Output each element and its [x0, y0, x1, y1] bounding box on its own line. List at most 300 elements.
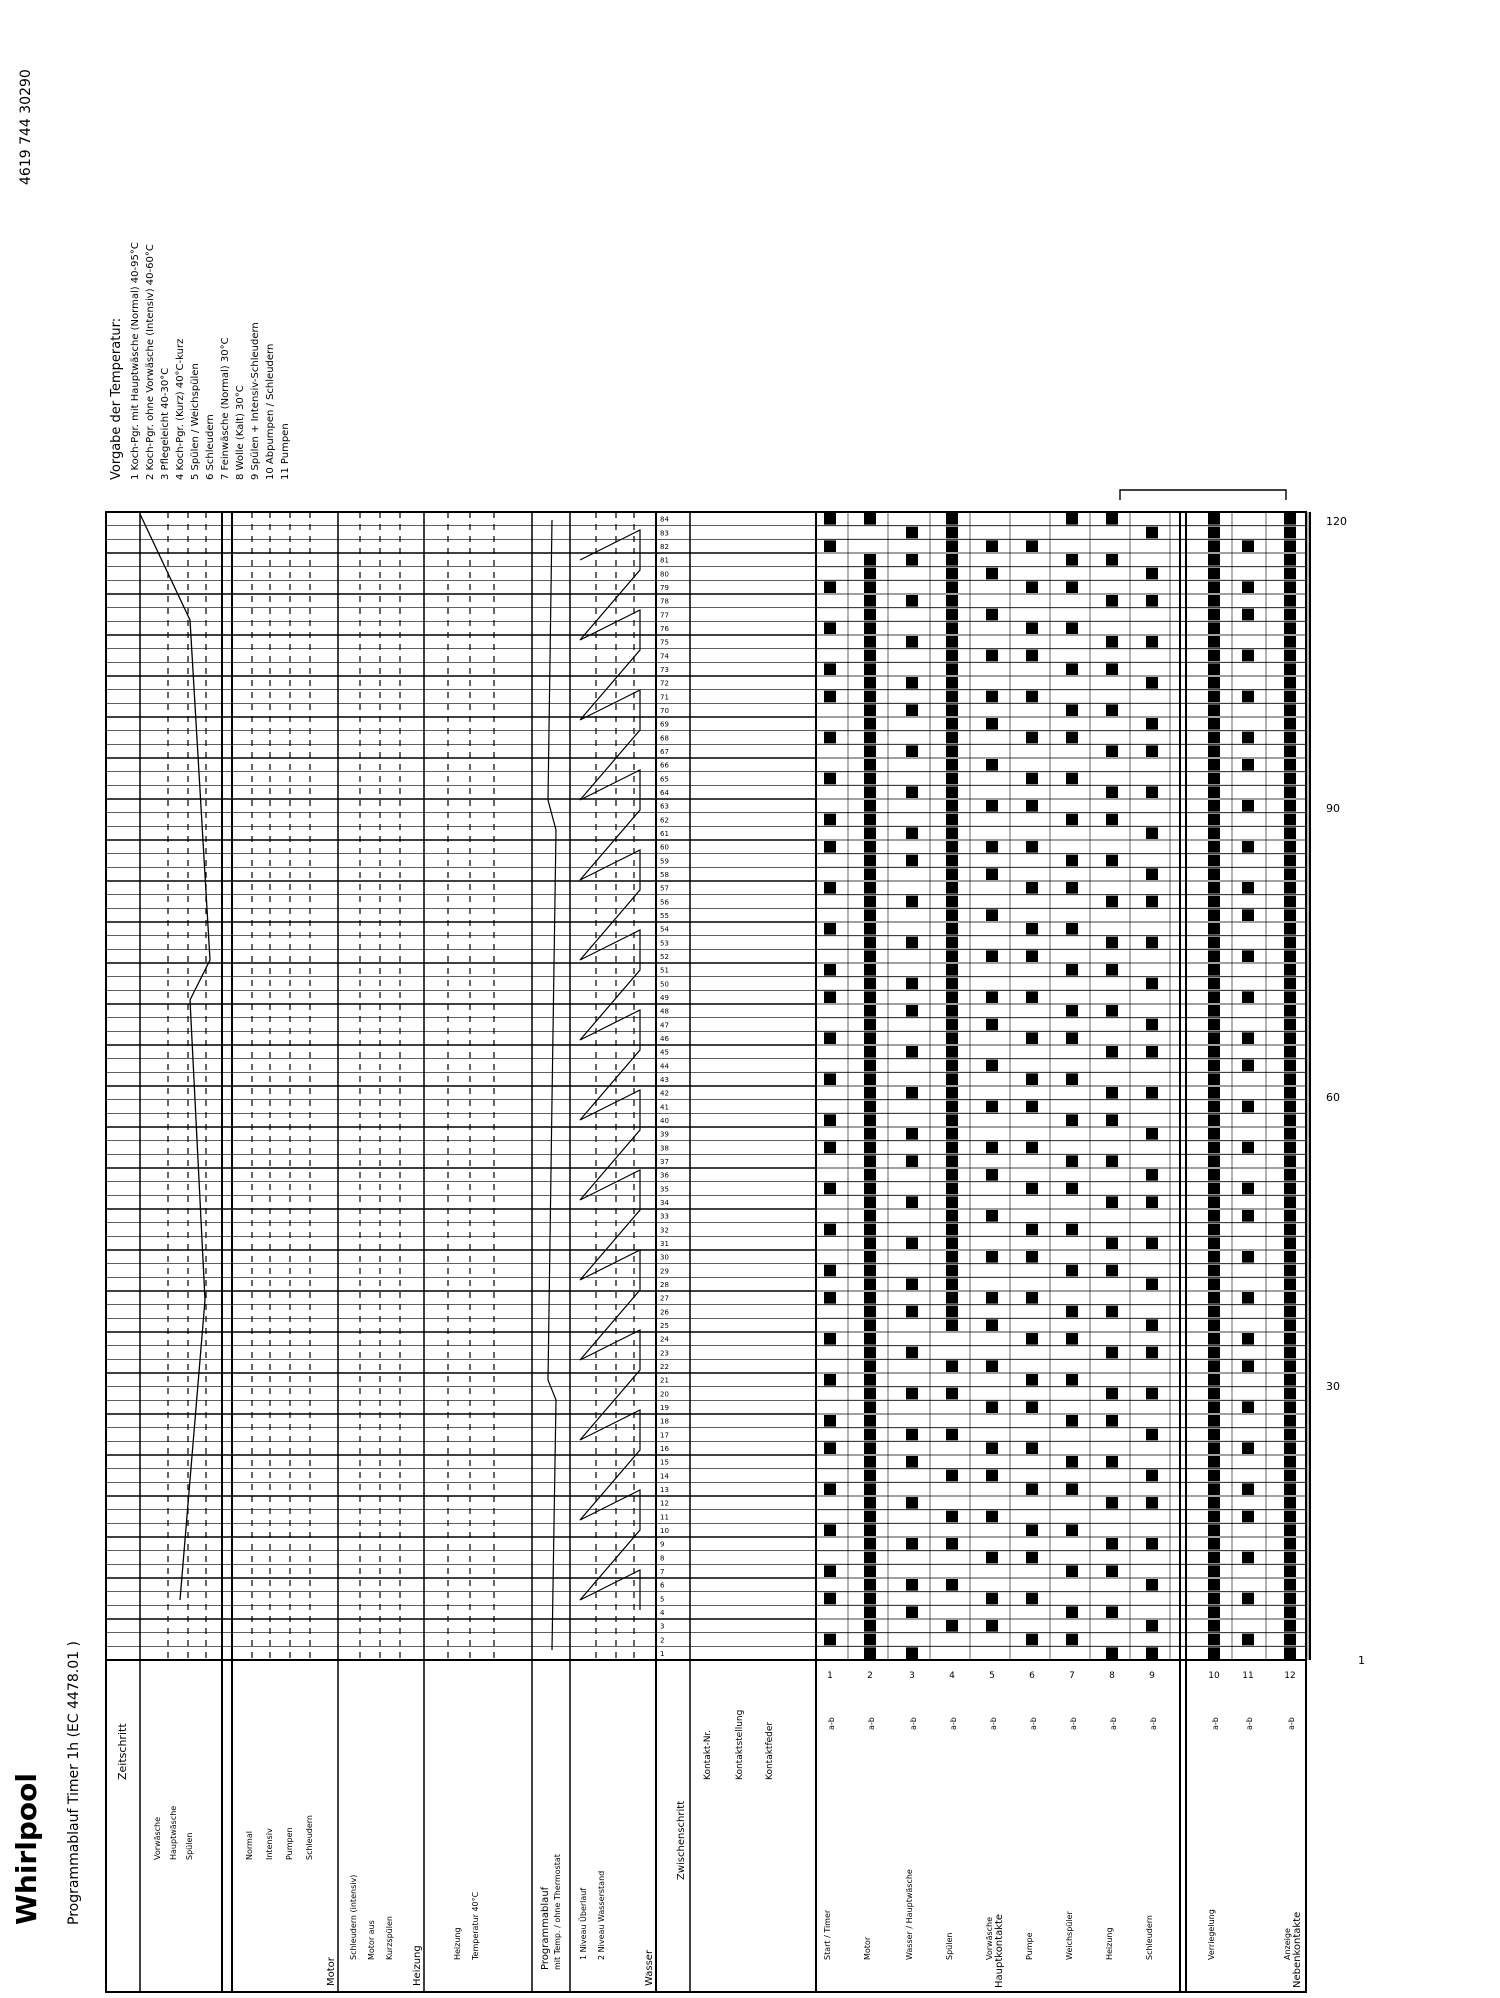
contact-closed-bar — [864, 1128, 876, 1140]
contact-closed-bar — [864, 1442, 876, 1454]
contact-closed-bar — [946, 1046, 958, 1058]
contact-closed-bar — [946, 1128, 958, 1140]
contact-closed-bar — [864, 1114, 876, 1126]
contact-closed-bar — [1208, 1442, 1220, 1454]
contact-closed-bar — [1026, 1524, 1038, 1536]
contact-closed-bar — [986, 909, 998, 921]
contact-closed-bar — [946, 636, 958, 648]
legend-item: 3 Pflegeleicht 40-30°C — [160, 367, 171, 480]
contact-closed-bar — [1026, 622, 1038, 634]
contact-closed-bar — [1026, 1483, 1038, 1495]
contact-closed-bar — [864, 1319, 876, 1331]
contact-closed-bar — [1026, 1073, 1038, 1085]
contact-closed-bar — [946, 1429, 958, 1441]
contact-closed-bar — [1284, 923, 1296, 935]
step-number: 84 — [660, 515, 669, 524]
contact-closed-bar — [1066, 1183, 1078, 1195]
step-number: 13 — [660, 1486, 669, 1494]
contact-closed-bar — [864, 923, 876, 935]
contact-closed-bar — [1284, 1388, 1296, 1400]
contact-closed-bar — [1208, 1497, 1220, 1509]
contact-closed-bar — [1208, 991, 1220, 1003]
document-number: 4619 744 30290 — [18, 69, 34, 185]
contact-closed-bar — [1208, 1524, 1220, 1536]
contact-closed-bar — [1106, 1046, 1118, 1058]
contact-closed-bar — [986, 1401, 998, 1413]
step-number: 73 — [660, 666, 669, 674]
contact-closed-bar — [1106, 595, 1118, 607]
contact-closed-bar — [1208, 773, 1220, 785]
contact-closed-bar — [1106, 1005, 1118, 1017]
contact-closed-bar — [986, 759, 998, 771]
contact-closed-bar — [1242, 1634, 1254, 1646]
step-number: 33 — [660, 1212, 669, 1221]
contact-closed-bar — [1284, 1073, 1296, 1085]
contact-closed-bar — [1208, 814, 1220, 826]
contact-number: 3 — [909, 1671, 915, 1681]
row-label: Motor — [863, 1936, 872, 1960]
contact-number: 2 — [867, 1671, 873, 1681]
contact-closed-bar — [1242, 581, 1254, 593]
contact-closed-bar — [946, 827, 958, 839]
contact-closed-bar — [1066, 1032, 1078, 1044]
contact-closed-bar — [1208, 800, 1220, 812]
contact-closed-bar — [1066, 1265, 1078, 1277]
contact-closed-bar — [1146, 1497, 1158, 1509]
contact-closed-bar — [1146, 527, 1158, 539]
contact-closed-bar — [1066, 622, 1078, 634]
contact-closed-bar — [824, 1142, 836, 1154]
contact-closed-bar — [1208, 1333, 1220, 1345]
step-number: 27 — [660, 1294, 669, 1303]
contact-closed-bar — [906, 1538, 918, 1550]
contact-closed-bar — [1146, 568, 1158, 580]
contact-position: a-b — [1149, 1717, 1158, 1730]
contact-closed-bar — [1026, 1401, 1038, 1413]
contact-closed-bar — [864, 1593, 876, 1605]
contact-closed-bar — [906, 1128, 918, 1140]
contact-closed-bar — [1026, 732, 1038, 744]
contact-closed-bar — [946, 1183, 958, 1195]
contact-closed-bar — [1146, 978, 1158, 990]
contact-closed-bar — [864, 1169, 876, 1181]
contact-closed-bar — [1106, 1388, 1118, 1400]
contact-closed-bar — [946, 1155, 958, 1167]
step-number: 69 — [660, 720, 669, 729]
contact-closed-bar — [1284, 950, 1296, 962]
step-number: 57 — [660, 884, 669, 893]
row-label: Intensiv — [265, 1828, 274, 1860]
contact-closed-bar — [1208, 909, 1220, 921]
contact-closed-bar — [946, 1265, 958, 1277]
contact-closed-bar — [1106, 554, 1118, 566]
contact-closed-bar — [1242, 841, 1254, 853]
contact-closed-bar — [1208, 1483, 1220, 1495]
contact-closed-bar — [1284, 814, 1296, 826]
contact-closed-bar — [864, 513, 876, 525]
contact-closed-bar — [946, 581, 958, 593]
contact-closed-bar — [906, 855, 918, 867]
contact-closed-bar — [1284, 855, 1296, 867]
contact-closed-bar — [986, 991, 998, 1003]
contact-closed-bar — [824, 513, 836, 525]
contact-closed-bar — [906, 1046, 918, 1058]
contact-closed-bar — [1208, 1142, 1220, 1154]
contact-closed-bar — [1284, 1306, 1296, 1318]
contact-closed-bar — [1066, 663, 1078, 675]
step-number: 28 — [660, 1281, 669, 1289]
contact-closed-bar — [1284, 622, 1296, 634]
contact-closed-bar — [1284, 540, 1296, 552]
contact-closed-bar — [864, 1415, 876, 1427]
contact-closed-bar — [824, 814, 836, 826]
contact-closed-bar — [1284, 1360, 1296, 1372]
contact-closed-bar — [824, 732, 836, 744]
contact-closed-bar — [1208, 759, 1220, 771]
step-number: 8 — [660, 1554, 665, 1563]
contact-closed-bar — [906, 827, 918, 839]
contact-closed-bar — [1208, 1360, 1220, 1372]
contact-closed-bar — [1208, 1032, 1220, 1044]
step-number: 19 — [660, 1404, 669, 1412]
contact-closed-bar — [864, 1005, 876, 1017]
contact-closed-bar — [1106, 1265, 1118, 1277]
contact-closed-bar — [1066, 1524, 1078, 1536]
contact-closed-bar — [906, 527, 918, 539]
contact-closed-bar — [1208, 1593, 1220, 1605]
section-label: Nebenkontakte — [1292, 1911, 1303, 1988]
contact-closed-bar — [864, 1470, 876, 1482]
contact-position: a-b — [949, 1717, 958, 1730]
contact-closed-bar — [1284, 513, 1296, 525]
contact-number: 10 — [1208, 1671, 1220, 1681]
contact-closed-bar — [824, 1032, 836, 1044]
contact-closed-bar — [986, 691, 998, 703]
contact-closed-bar — [864, 1292, 876, 1304]
contact-closed-bar — [1066, 1005, 1078, 1017]
contact-closed-bar — [1284, 1429, 1296, 1441]
step-number: 6 — [660, 1581, 665, 1590]
contact-closed-bar — [946, 513, 958, 525]
contact-closed-bar — [986, 950, 998, 962]
contact-closed-bar — [864, 622, 876, 634]
contact-closed-bar — [864, 732, 876, 744]
contact-closed-bar — [824, 691, 836, 703]
contact-closed-bar — [946, 964, 958, 976]
contact-closed-bar — [986, 1319, 998, 1331]
contact-closed-bar — [1066, 1456, 1078, 1468]
contact-number: 12 — [1284, 1671, 1296, 1681]
contact-closed-bar — [1066, 581, 1078, 593]
contact-closed-bar — [864, 1032, 876, 1044]
contact-closed-bar — [1106, 964, 1118, 976]
contact-number: 1 — [827, 1671, 833, 1681]
row-label: Spülen — [185, 1832, 194, 1860]
contact-closed-bar — [1146, 1019, 1158, 1031]
section-label: Zwischenschritt — [676, 1800, 687, 1880]
contact-closed-bar — [864, 841, 876, 853]
contact-closed-bar — [1284, 650, 1296, 662]
contact-closed-bar — [1284, 609, 1296, 621]
contact-closed-bar — [906, 554, 918, 566]
step-number: 74 — [660, 652, 669, 661]
contact-closed-bar — [946, 732, 958, 744]
contact-closed-bar — [864, 1019, 876, 1031]
contact-closed-bar — [1284, 896, 1296, 908]
step-number: 35 — [660, 1185, 669, 1194]
contact-closed-bar — [824, 581, 836, 593]
brand-logo: Whirlpool — [10, 1773, 43, 1925]
contact-closed-bar — [1284, 718, 1296, 730]
contact-closed-bar — [1208, 923, 1220, 935]
contact-closed-bar — [946, 1210, 958, 1222]
step-number: 11 — [660, 1513, 669, 1522]
contact-closed-bar — [1284, 1005, 1296, 1017]
contact-closed-bar — [1208, 1552, 1220, 1564]
step-number: 64 — [660, 789, 669, 797]
contact-closed-bar — [946, 540, 958, 552]
contact-closed-bar — [864, 1101, 876, 1113]
contact-closed-bar — [986, 1442, 998, 1454]
step-number: 32 — [660, 1226, 669, 1235]
contact-closed-bar — [1066, 513, 1078, 525]
contact-closed-bar — [906, 978, 918, 990]
temperature-curve — [140, 514, 210, 1600]
contact-closed-bar — [986, 650, 998, 662]
contact-closed-bar — [864, 745, 876, 757]
contact-closed-bar — [1284, 568, 1296, 580]
contact-closed-bar — [1208, 1511, 1220, 1523]
contact-closed-bar — [946, 718, 958, 730]
contact-closed-bar — [1026, 1101, 1038, 1113]
contact-closed-bar — [946, 554, 958, 566]
contact-closed-bar — [906, 937, 918, 949]
contact-closed-bar — [1146, 786, 1158, 798]
contact-closed-bar — [1284, 868, 1296, 880]
contact-closed-bar — [1208, 1114, 1220, 1126]
contact-closed-bar — [1208, 1306, 1220, 1318]
step-number: 75 — [660, 638, 669, 647]
step-number: 80 — [660, 570, 669, 579]
step-number: 43 — [660, 1076, 669, 1084]
contact-closed-bar — [1208, 663, 1220, 675]
row-label: Vorwäsche — [985, 1916, 994, 1960]
contact-closed-bar — [946, 1306, 958, 1318]
contact-closed-bar — [906, 1579, 918, 1591]
contact-closed-bar — [1066, 1415, 1078, 1427]
water-level-curve — [580, 530, 640, 1610]
contact-closed-bar — [1026, 800, 1038, 812]
contact-closed-bar — [1066, 882, 1078, 894]
contact-closed-bar — [1242, 1101, 1254, 1113]
row-label: Heizung — [453, 1927, 462, 1960]
contact-closed-bar — [824, 1265, 836, 1277]
contact-closed-bar — [1284, 527, 1296, 539]
contact-closed-bar — [1146, 595, 1158, 607]
contact-number: 6 — [1029, 1671, 1035, 1681]
contact-closed-bar — [1026, 1593, 1038, 1605]
contact-closed-bar — [986, 1019, 998, 1031]
contact-closed-bar — [1284, 1265, 1296, 1277]
contact-closed-bar — [906, 1647, 918, 1659]
contact-closed-bar — [864, 1606, 876, 1618]
contact-closed-bar — [1242, 759, 1254, 771]
document-title: Programmablauf Timer 1h (EC 4478.01 ) — [66, 1641, 82, 1925]
contact-closed-bar — [946, 1538, 958, 1550]
contact-closed-bar — [1242, 1142, 1254, 1154]
contact-closed-bar — [1026, 882, 1038, 894]
contact-closed-bar — [1242, 1333, 1254, 1345]
contact-closed-bar — [1106, 1155, 1118, 1167]
contact-closed-bar — [864, 1060, 876, 1072]
step-number: 26 — [660, 1308, 669, 1317]
contact-closed-bar — [1284, 1606, 1296, 1618]
contact-closed-bar — [1066, 814, 1078, 826]
step-number: 77 — [660, 611, 669, 620]
contact-closed-bar — [1066, 1155, 1078, 1167]
contact-closed-bar — [1208, 609, 1220, 621]
contact-closed-bar — [1106, 1347, 1118, 1359]
contact-closed-bar — [864, 896, 876, 908]
step-number: 68 — [660, 734, 669, 743]
contact-closed-bar — [1242, 909, 1254, 921]
step-number: 83 — [660, 529, 669, 538]
contact-closed-bar — [1208, 1087, 1220, 1099]
contact-closed-bar — [1208, 732, 1220, 744]
contact-closed-bar — [946, 1278, 958, 1290]
step-number: 24 — [660, 1335, 669, 1344]
step-number: 37 — [660, 1158, 669, 1166]
contact-closed-bar — [1284, 800, 1296, 812]
contact-closed-bar — [864, 1579, 876, 1591]
step-number: 82 — [660, 543, 669, 551]
time-mark: 30 — [1326, 1380, 1340, 1393]
section-label: Programmablauf — [540, 1886, 551, 1970]
contact-closed-bar — [1146, 827, 1158, 839]
contact-closed-bar — [1106, 1538, 1118, 1550]
contact-closed-bar — [1066, 1374, 1078, 1386]
contact-closed-bar — [1208, 1620, 1220, 1632]
contact-closed-bar — [946, 1360, 958, 1372]
contact-closed-bar — [1208, 1374, 1220, 1386]
contact-closed-bar — [1284, 1497, 1296, 1509]
contact-closed-bar — [1106, 1237, 1118, 1249]
contact-closed-bar — [1284, 1114, 1296, 1126]
contact-closed-bar — [864, 636, 876, 648]
contact-closed-bar — [1208, 1292, 1220, 1304]
contact-closed-bar — [1208, 855, 1220, 867]
contact-closed-bar — [1146, 1087, 1158, 1099]
contact-closed-bar — [864, 773, 876, 785]
contact-closed-bar — [1026, 1224, 1038, 1236]
row-label: 2 Niveau Wasserstand — [597, 1870, 606, 1960]
time-scale — [1310, 512, 1365, 1667]
contact-closed-bar — [986, 1593, 998, 1605]
contact-closed-bar — [946, 1319, 958, 1331]
step-number: 29 — [660, 1267, 669, 1276]
contact-closed-bar — [1242, 1442, 1254, 1454]
contact-closed-bar — [1284, 1237, 1296, 1249]
contact-closed-bar — [1066, 1483, 1078, 1495]
contact-closed-bar — [1284, 732, 1296, 744]
contact-closed-bar — [864, 1511, 876, 1523]
contact-closed-bar — [946, 1142, 958, 1154]
contact-closed-bar — [1284, 1374, 1296, 1386]
contact-closed-bar — [1208, 1565, 1220, 1577]
contact-closed-bar — [1284, 1101, 1296, 1113]
contact-closed-bar — [1066, 1333, 1078, 1345]
contact-closed-bar — [1066, 1073, 1078, 1085]
contact-closed-bar — [864, 1142, 876, 1154]
step-number: 38 — [660, 1144, 669, 1153]
contact-closed-bar — [1208, 1415, 1220, 1427]
contact-closed-bar — [1106, 1647, 1118, 1659]
contact-closed-bar — [1284, 1169, 1296, 1181]
contact-closed-bar — [864, 704, 876, 716]
contact-closed-bar — [1284, 1401, 1296, 1413]
contact-closed-bar — [986, 1470, 998, 1482]
contact-closed-bar — [946, 1019, 958, 1031]
contact-header: Kontaktfeder — [765, 1721, 775, 1780]
step-number: 3 — [660, 1622, 665, 1631]
contact-closed-bar — [864, 1347, 876, 1359]
contact-closed-bar — [946, 1101, 958, 1113]
contact-closed-bar — [1242, 950, 1254, 962]
contact-closed-bar — [946, 1292, 958, 1304]
contact-closed-bar — [1146, 1319, 1158, 1331]
step-number: 51 — [660, 966, 669, 975]
program-table — [106, 490, 1365, 1992]
contact-closed-bar — [824, 663, 836, 675]
contact-closed-bar — [1026, 1251, 1038, 1263]
contact-closed-bar — [1146, 636, 1158, 648]
contact-closed-bar — [1026, 581, 1038, 593]
contact-closed-bar — [1106, 1456, 1118, 1468]
contact-closed-bar — [1284, 1483, 1296, 1495]
contact-closed-bar — [986, 1169, 998, 1181]
contact-closed-bar — [1208, 622, 1220, 634]
contact-closed-bar — [1208, 1538, 1220, 1550]
step-number: 12 — [660, 1499, 669, 1508]
contact-closed-bar — [864, 1237, 876, 1249]
contact-closed-bar — [906, 1456, 918, 1468]
contact-header: Kontaktstellung — [735, 1709, 745, 1780]
step-number: 46 — [660, 1035, 669, 1043]
time-mark: 60 — [1326, 1091, 1340, 1104]
contact-closed-bar — [1284, 1224, 1296, 1236]
contact-closed-bar — [1208, 1155, 1220, 1167]
section-label: Hauptkontakte — [994, 1913, 1005, 1988]
contact-closed-bar — [1284, 1442, 1296, 1454]
step-number: 55 — [660, 912, 669, 920]
contact-closed-bar — [1026, 923, 1038, 935]
step-number: 47 — [660, 1021, 669, 1030]
contact-closed-bar — [946, 1032, 958, 1044]
step-number: 31 — [660, 1240, 669, 1248]
contact-closed-bar — [986, 1142, 998, 1154]
contact-closed-bar — [1026, 841, 1038, 853]
step-number: 52 — [660, 953, 669, 961]
contact-closed-bar — [1208, 581, 1220, 593]
row-label: Pumpen — [285, 1827, 294, 1860]
contact-closed-bar — [864, 937, 876, 949]
step-number: 79 — [660, 584, 669, 592]
contact-closed-bar — [864, 1524, 876, 1536]
legend-item: 8 Wolle (Kalt) 30°C — [235, 385, 246, 480]
contact-closed-bar — [1208, 841, 1220, 853]
contact-closed-bar — [946, 1237, 958, 1249]
contact-closed-bar — [864, 1456, 876, 1468]
